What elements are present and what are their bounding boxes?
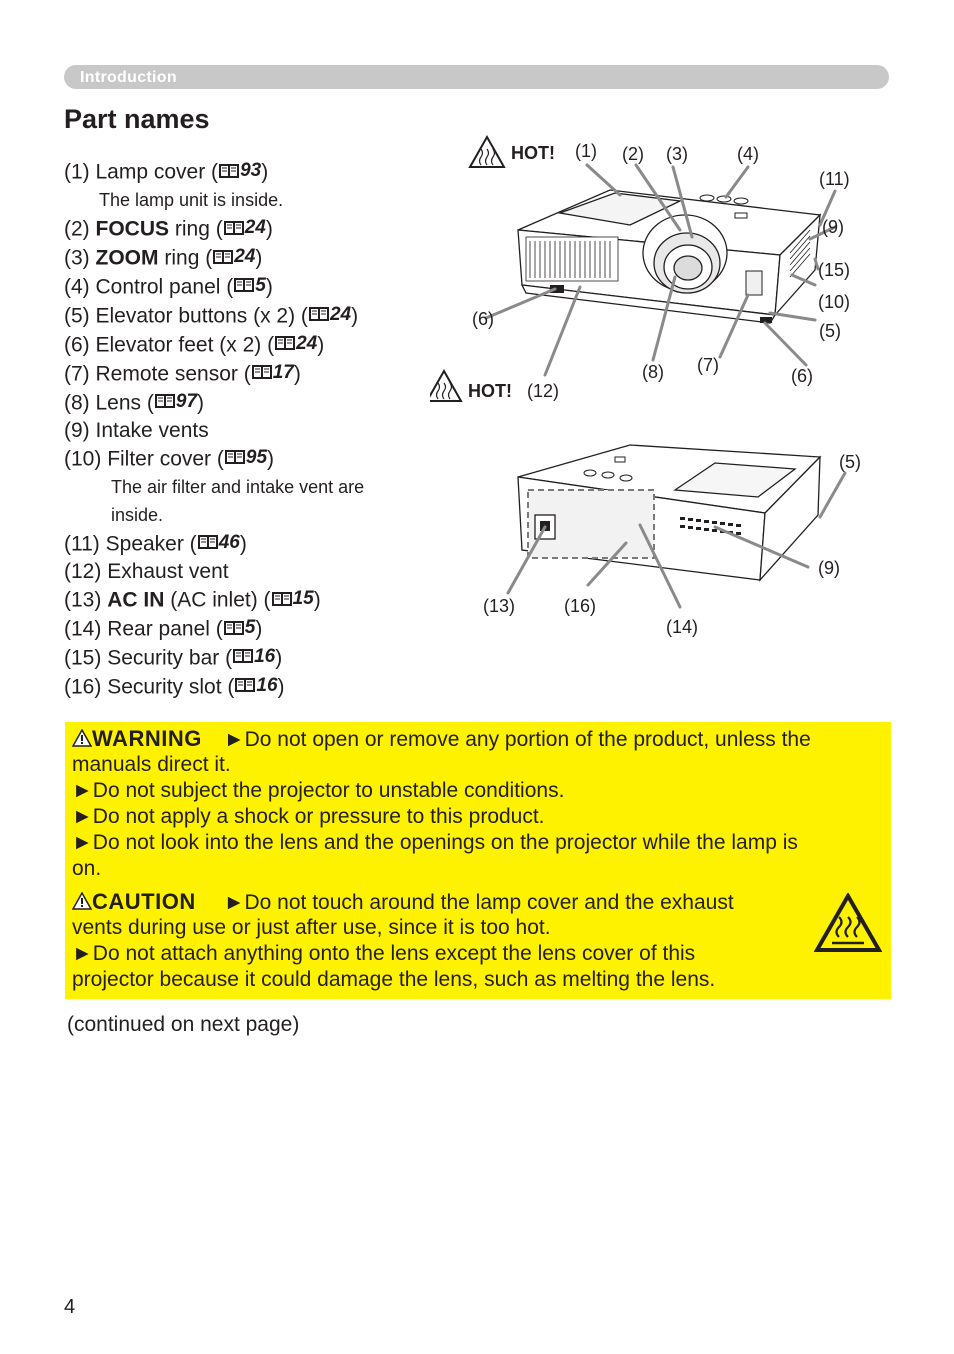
warning-triangle-icon [72,892,92,910]
callout-label: (11) [819,169,850,189]
caution-line: projector because it could damage the lens, such as melting the lens. [72,968,716,991]
caution-line: vents during use or just after use, since it is too hot. [72,916,551,939]
book-reference-icon [233,277,255,293]
part-item: (4) Control panel ( 5 ) [64,272,424,301]
callout-label: (4) [737,144,759,164]
part-item: (8) Lens ( 97 ) [64,388,424,417]
part-item: (6) Elevator feet (x 2) ( 24 ) [64,330,424,359]
part-item: (10) Filter cover ( 95 ) [64,444,424,473]
continued-note: (continued on next page) [67,1013,300,1036]
callout-label: (9) [818,558,840,578]
parts-list [64,157,424,701]
part-item: (3) ZOOM ring ( 24 ) [64,243,424,272]
part-note: The lamp unit is inside. [99,189,284,210]
warning-label: WARNING [92,726,202,751]
book-reference-icon [218,163,240,179]
callout-label: (12) [527,381,560,401]
callout-label: (2) [622,144,644,164]
callout-label: (5) [839,452,861,472]
book-reference-icon [234,677,256,693]
book-reference-icon [251,364,273,380]
warning-line: ►Do not subject the projector to unstable conditions. [72,779,565,802]
book-reference-icon [224,449,246,465]
part-item: (1) Lamp cover ( 93 ) [64,157,424,186]
page-reference[interactable]: 24 [223,214,266,241]
part-item: (5) Elevator buttons (x 2) ( 24 ) [64,301,424,330]
part-item: (11) Speaker ( 46 ) [64,529,424,558]
book-reference-icon [232,648,254,664]
book-reference-icon [274,335,296,351]
page-reference[interactable]: 24 [212,243,255,270]
hot-surface-icon [430,371,461,401]
hot-warning-label: HOT! [511,143,555,163]
book-reference-icon [308,306,330,322]
caution-label: CAUTION [92,889,196,914]
part-item: (2) FOCUS ring ( 24 ) [64,214,424,243]
page-reference[interactable]: 46 [197,529,240,556]
warning-triangle-icon [72,729,92,747]
warning-line: ►Do not apply a shock or pressure to this product. [72,805,545,828]
callout-label: (9) [822,217,844,237]
callout-label: (3) [666,144,688,164]
part-item: (12) Exhaust vent [64,559,229,583]
callout-label: (7) [697,355,719,375]
book-reference-icon [223,220,245,236]
page-reference[interactable]: 16 [232,643,275,670]
page-reference[interactable]: 17 [251,359,294,386]
page-reference[interactable]: 24 [308,301,351,328]
book-reference-icon [197,534,219,550]
callout-label: (6) [791,366,813,386]
callout-label: (14) [666,617,699,637]
projector-rear-illustration [490,435,850,635]
page-reference[interactable]: 15 [271,585,314,612]
page-reference[interactable]: 95 [224,444,267,471]
hot-warning-label: HOT! [468,381,512,401]
part-note: The air filter and intake vent are inside. [111,476,365,525]
section-header-bar [64,65,889,89]
warning-line: WARNING ►Do not open or remove any portion of the product, unless the [72,726,811,753]
book-reference-icon [223,620,245,636]
callout-label: (13) [483,596,516,616]
page-reference[interactable]: 93 [218,157,261,184]
callout-label: (16) [564,596,597,616]
page-reference[interactable]: 24 [274,330,317,357]
caution-line: CAUTION ►Do not touch around the lamp cover and the exhaust [72,889,734,916]
hot-surface-icon [814,893,882,953]
page-reference[interactable]: 16 [234,672,277,699]
book-reference-icon [154,393,176,409]
warning-line: manuals direct it. [72,753,231,776]
page-number: 4 [64,1296,76,1318]
book-reference-icon [212,249,234,265]
part-item: (13) AC IN (AC inlet) ( 15 ) [64,585,424,614]
callout-label: (6) [472,309,494,329]
part-item: (16) Security slot ( 16 ) [64,672,424,701]
page-reference[interactable]: 5 [233,272,266,299]
warning-line: on. [72,857,102,880]
callout-label: (15) [818,260,851,280]
page-title: Part names [64,104,210,134]
part-item: (7) Remote sensor ( 17 ) [64,359,424,388]
page-reference[interactable]: 97 [154,388,197,415]
caution-line: ►Do not attach anything onto the lens except the lens cover of this [72,942,696,965]
callout-label: (10) [818,292,851,312]
callout-label: (8) [642,362,664,382]
callout-label: (5) [819,321,841,341]
page-reference[interactable]: 5 [223,614,256,641]
callout-label: (1) [575,141,597,161]
section-label: Introduction [80,69,177,86]
part-item: (14) Rear panel ( 5 ) [64,614,424,643]
warning-line: ►Do not look into the lens and the openings on the projector while the lamp is [72,831,798,854]
book-reference-icon [271,591,293,607]
hot-surface-icon [470,137,504,167]
part-item: (15) Security bar ( 16 ) [64,643,424,672]
part-item: (9) Intake vents [64,418,209,442]
